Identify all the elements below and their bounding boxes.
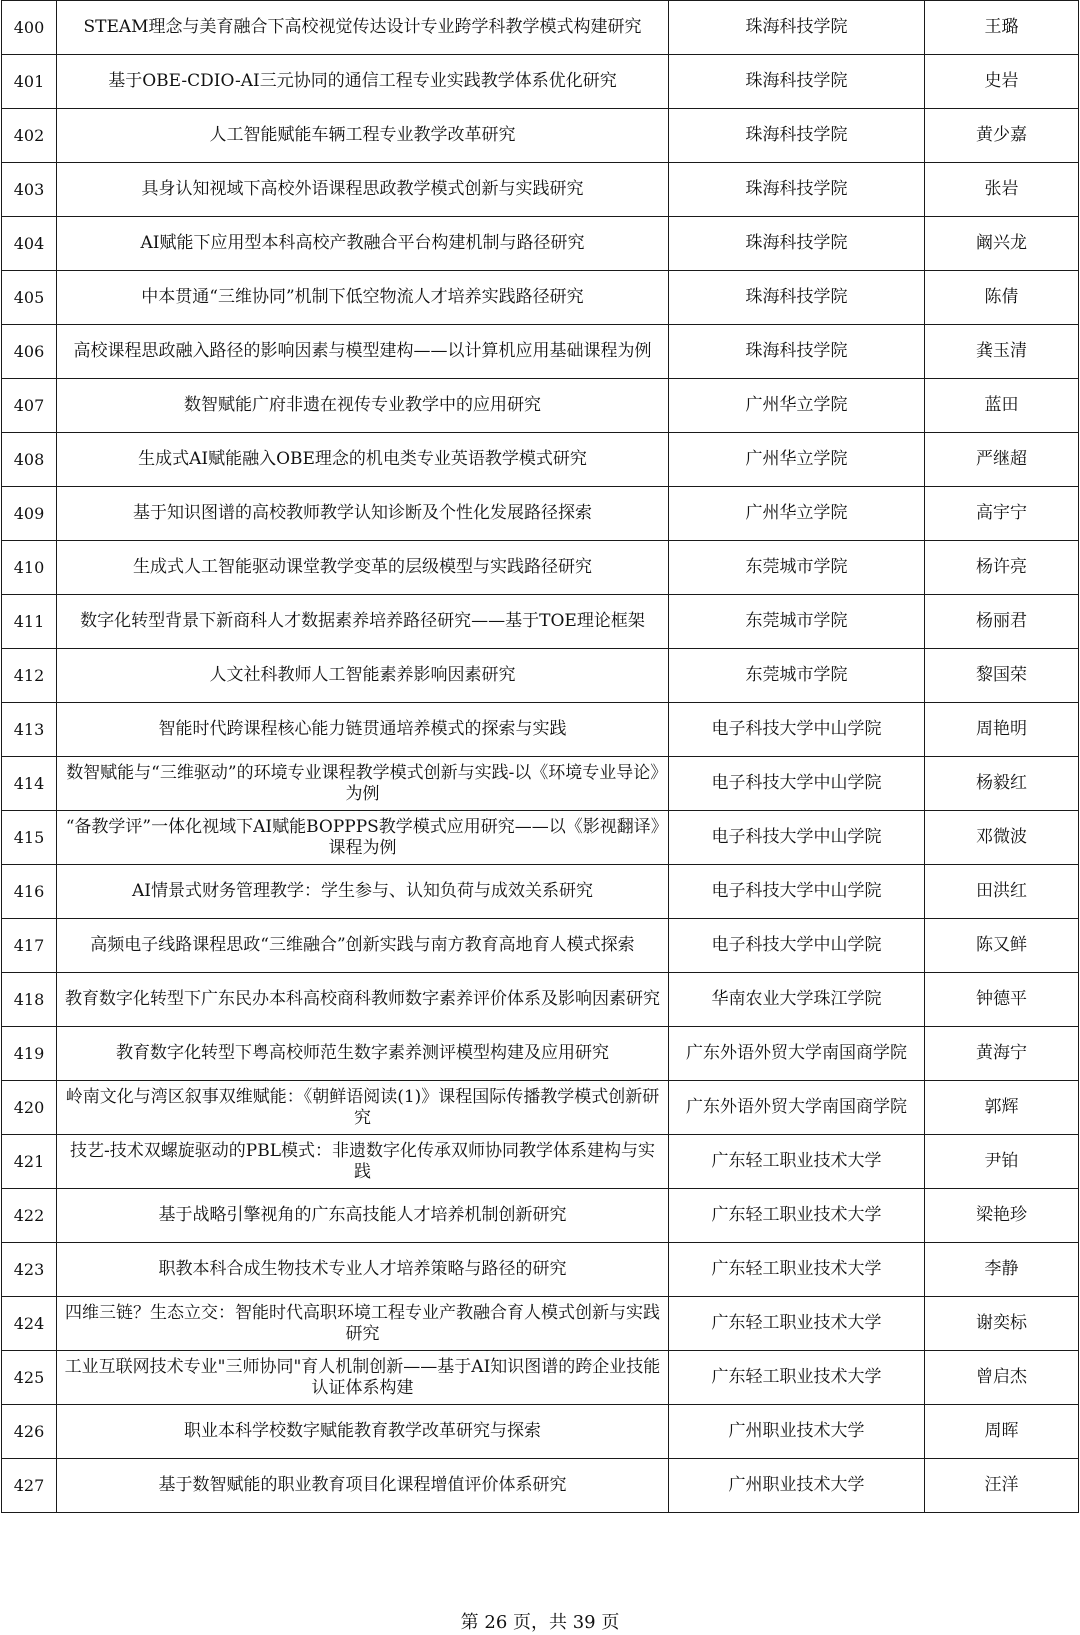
person-name: 尹铂 — [925, 1135, 1079, 1189]
row-number: 411 — [2, 595, 57, 649]
person-name: 周晖 — [925, 1405, 1079, 1459]
project-title: AI情景式财务管理教学：学生参与、认知负荷与成效关系研究 — [57, 865, 669, 919]
row-number: 418 — [2, 973, 57, 1027]
school-name: 广东轻工职业技术大学 — [669, 1297, 925, 1351]
row-number: 409 — [2, 487, 57, 541]
school-name: 东莞城市学院 — [669, 595, 925, 649]
row-number: 425 — [2, 1351, 57, 1405]
table-row — [2, 811, 1079, 865]
person-name: 梁艳珍 — [925, 1189, 1079, 1243]
person-name: 曾启杰 — [925, 1351, 1079, 1405]
table-row — [2, 1351, 1079, 1405]
person-name: 阚兴龙 — [925, 217, 1079, 271]
table-row — [2, 919, 1079, 973]
school-name: 广东轻工职业技术大学 — [669, 1351, 925, 1405]
school-name: 电子科技大学中山学院 — [669, 703, 925, 757]
project-title: “备教学评”一体化视域下AI赋能BOPPPS教学模式应用研究——以《影视翻译》课程为例 — [57, 811, 669, 865]
table-row — [2, 487, 1079, 541]
row-number: 414 — [2, 757, 57, 811]
person-name: 钟德平 — [925, 973, 1079, 1027]
school-name: 电子科技大学中山学院 — [669, 757, 925, 811]
person-name: 邓微波 — [925, 811, 1079, 865]
project-title: 教育数字化转型下粤高校师范生数字素养测评模型构建及应用研究 — [57, 1027, 669, 1081]
project-title: 数智赋能与“三维驱动”的环境专业课程教学模式创新与实践-以《环境专业导论》为例 — [57, 757, 669, 811]
row-number: 401 — [2, 55, 57, 109]
school-name: 珠海科技学院 — [669, 217, 925, 271]
table-row — [2, 1459, 1079, 1513]
row-number: 420 — [2, 1081, 57, 1135]
row-number: 405 — [2, 271, 57, 325]
table-row — [2, 865, 1079, 919]
project-title: 人工智能赋能车辆工程专业教学改革研究 — [57, 109, 669, 163]
row-number: 416 — [2, 865, 57, 919]
project-title: 数智赋能广府非遗在视传专业教学中的应用研究 — [57, 379, 669, 433]
school-name: 广东轻工职业技术大学 — [669, 1189, 925, 1243]
row-number: 410 — [2, 541, 57, 595]
person-name: 高宇宁 — [925, 487, 1079, 541]
school-name: 广州华立学院 — [669, 379, 925, 433]
project-title: STEAM理念与美育融合下高校视觉传达设计专业跨学科教学模式构建研究 — [57, 1, 669, 55]
project-title: 基于战略引擎视角的广东高技能人才培养机制创新研究 — [57, 1189, 669, 1243]
project-title: 智能时代跨课程核心能力链贯通培养模式的探索与实践 — [57, 703, 669, 757]
person-name: 蓝田 — [925, 379, 1079, 433]
school-name: 广州职业技术大学 — [669, 1405, 925, 1459]
project-title: 生成式AI赋能融入OBE理念的机电类专业英语教学模式研究 — [57, 433, 669, 487]
person-name: 谢奕标 — [925, 1297, 1079, 1351]
person-name: 李静 — [925, 1243, 1079, 1297]
person-name: 周艳明 — [925, 703, 1079, 757]
person-name: 王璐 — [925, 1, 1079, 55]
school-name: 珠海科技学院 — [669, 271, 925, 325]
project-title: 工业互联网技术专业"三师协同"育人机制创新——基于AI知识图谱的跨企业技能认证体系构建 — [57, 1351, 669, 1405]
project-title: 高校课程思政融入路径的影响因素与模型建构——以计算机应用基础课程为例 — [57, 325, 669, 379]
project-title: AI赋能下应用型本科高校产教融合平台构建机制与路径研究 — [57, 217, 669, 271]
project-title: 具身认知视域下高校外语课程思政教学模式创新与实践研究 — [57, 163, 669, 217]
row-number: 406 — [2, 325, 57, 379]
school-name: 电子科技大学中山学院 — [669, 811, 925, 865]
row-number: 415 — [2, 811, 57, 865]
table-row — [2, 1243, 1079, 1297]
project-title: 中本贯通“三维协同”机制下低空物流人才培养实践路径研究 — [57, 271, 669, 325]
row-number: 408 — [2, 433, 57, 487]
table-row — [2, 1027, 1079, 1081]
table-row — [2, 973, 1079, 1027]
row-number: 403 — [2, 163, 57, 217]
table-row — [2, 541, 1079, 595]
person-name: 史岩 — [925, 55, 1079, 109]
person-name: 杨许亮 — [925, 541, 1079, 595]
table-row — [2, 703, 1079, 757]
project-title: 技艺-技术双螺旋驱动的PBL模式：非遗数字化传承双师协同教学体系建构与实践 — [57, 1135, 669, 1189]
table-row — [2, 1081, 1079, 1135]
school-name: 电子科技大学中山学院 — [669, 865, 925, 919]
school-name: 广东外语外贸大学南国商学院 — [669, 1081, 925, 1135]
school-name: 东莞城市学院 — [669, 649, 925, 703]
row-number: 400 — [2, 1, 57, 55]
table-row — [2, 217, 1079, 271]
project-list-body — [2, 1, 1079, 1513]
person-name: 龚玉清 — [925, 325, 1079, 379]
table-row — [2, 1405, 1079, 1459]
row-number: 407 — [2, 379, 57, 433]
school-name: 广东轻工职业技术大学 — [669, 1135, 925, 1189]
project-title: 高频电子线路课程思政“三维融合”创新实践与南方教育高地育人模式探索 — [57, 919, 669, 973]
table-row — [2, 649, 1079, 703]
school-name: 珠海科技学院 — [669, 325, 925, 379]
person-name: 杨毅红 — [925, 757, 1079, 811]
school-name: 东莞城市学院 — [669, 541, 925, 595]
table-row — [2, 109, 1079, 163]
table-row — [2, 1135, 1079, 1189]
table-row — [2, 379, 1079, 433]
project-title: 四维三链？生态立交：智能时代高职环境工程专业产教融合育人模式创新与实践研究 — [57, 1297, 669, 1351]
row-number: 424 — [2, 1297, 57, 1351]
table-row — [2, 1297, 1079, 1351]
page-footer: 第 26 页，共 39 页 — [460, 1612, 620, 1633]
project-title: 基于知识图谱的高校教师教学认知诊断及个性化发展路径探索 — [57, 487, 669, 541]
project-title: 基于OBE-CDIO-AI三元协同的通信工程专业实践教学体系优化研究 — [57, 55, 669, 109]
project-title: 职业本科学校数字赋能教育教学改革研究与探索 — [57, 1405, 669, 1459]
project-title: 数字化转型背景下新商科人才数据素养培养路径研究——基于TOE理论框架 — [57, 595, 669, 649]
table-row — [2, 757, 1079, 811]
school-name: 广东外语外贸大学南国商学院 — [669, 1027, 925, 1081]
person-name: 汪洋 — [925, 1459, 1079, 1513]
row-number: 419 — [2, 1027, 57, 1081]
table-row — [2, 1189, 1079, 1243]
person-name: 张岩 — [925, 163, 1079, 217]
school-name: 广东轻工职业技术大学 — [669, 1243, 925, 1297]
row-number: 421 — [2, 1135, 57, 1189]
person-name: 杨丽君 — [925, 595, 1079, 649]
person-name: 黄少嘉 — [925, 109, 1079, 163]
project-title: 基于数智赋能的职业教育项目化课程增值评价体系研究 — [57, 1459, 669, 1513]
school-name: 广州华立学院 — [669, 487, 925, 541]
school-name: 珠海科技学院 — [669, 1, 925, 55]
person-name: 田洪红 — [925, 865, 1079, 919]
project-title: 岭南文化与湾区叙事双维赋能：《朝鲜语阅读(1)》课程国际传播教学模式创新研究 — [57, 1081, 669, 1135]
project-title: 生成式人工智能驱动课堂教学变革的层级模型与实践路径研究 — [57, 541, 669, 595]
school-name: 珠海科技学院 — [669, 55, 925, 109]
table-row — [2, 163, 1079, 217]
table-row — [2, 433, 1079, 487]
row-number: 412 — [2, 649, 57, 703]
person-name: 陈又鲜 — [925, 919, 1079, 973]
row-number: 426 — [2, 1405, 57, 1459]
school-name: 电子科技大学中山学院 — [669, 919, 925, 973]
person-name: 郭辉 — [925, 1081, 1079, 1135]
school-name: 广州华立学院 — [669, 433, 925, 487]
row-number: 422 — [2, 1189, 57, 1243]
school-name: 广州职业技术大学 — [669, 1459, 925, 1513]
row-number: 417 — [2, 919, 57, 973]
row-number: 404 — [2, 217, 57, 271]
project-title: 教育数字化转型下广东民办本科高校商科教师数字素养评价体系及影响因素研究 — [57, 973, 669, 1027]
person-name: 黎国荣 — [925, 649, 1079, 703]
project-list-table — [1, 0, 1079, 1513]
project-title: 人文社科教师人工智能素养影响因素研究 — [57, 649, 669, 703]
school-name: 华南农业大学珠江学院 — [669, 973, 925, 1027]
project-title: 职教本科合成生物技术专业人才培养策略与路径的研究 — [57, 1243, 669, 1297]
school-name: 珠海科技学院 — [669, 163, 925, 217]
row-number: 427 — [2, 1459, 57, 1513]
row-number: 402 — [2, 109, 57, 163]
person-name: 严继超 — [925, 433, 1079, 487]
table-row — [2, 595, 1079, 649]
table-row — [2, 1, 1079, 55]
school-name: 珠海科技学院 — [669, 109, 925, 163]
table-row — [2, 55, 1079, 109]
person-name: 黄海宁 — [925, 1027, 1079, 1081]
table-row — [2, 325, 1079, 379]
person-name: 陈倩 — [925, 271, 1079, 325]
row-number: 413 — [2, 703, 57, 757]
table-row — [2, 271, 1079, 325]
row-number: 423 — [2, 1243, 57, 1297]
